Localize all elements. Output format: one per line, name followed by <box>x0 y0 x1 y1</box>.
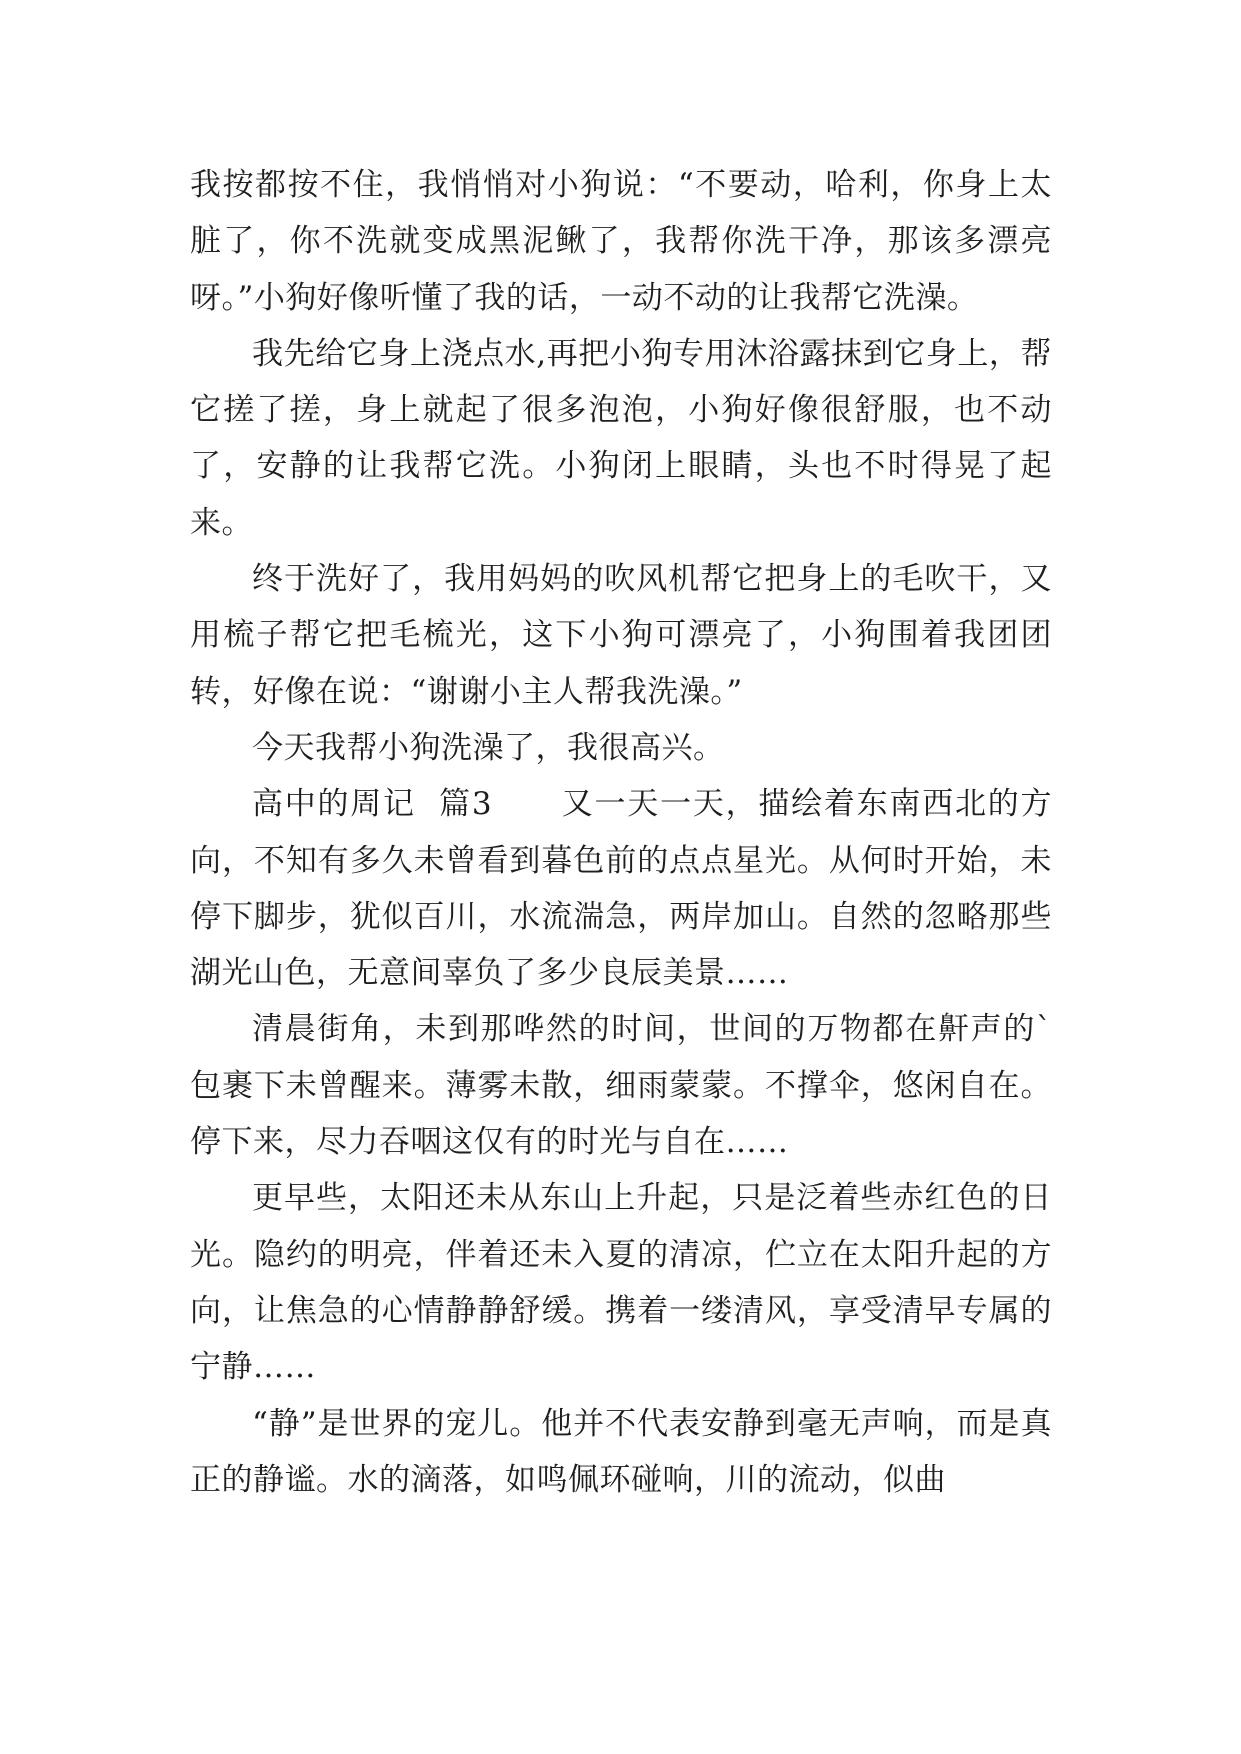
paragraph-section-heading: 高中的周记 篇3 又一天一天，描绘着东南西北的方向，不知有多久未曾看到暮色前的点点星光。从何时开始，未停下脚步，犹似百川，水流湍急，两岸加山。自然的忽略那些湖光山色，无意间辜负了多少良辰美景…… <box>190 786 1052 992</box>
paragraph: “静”是世界的宠儿。他并不代表安静到毫无声响，而是真正的静谧。水的滴落，如鸣佩环碰响，川的流动，似曲 <box>190 1405 1052 1498</box>
paragraph: 清晨街角，未到那哗然的时间，世间的万物都在鼾声的`包裹下未曾醒来。薄雾未散，细雨蒙蒙。不撑伞，悠闲自在。停下来，尽力吞咽这仅有的时光与自在…… <box>190 1011 1052 1161</box>
paragraph-continued: 我按都按不住，我悄悄对小狗说：“不要动，哈利，你身上太脏了，你不洗就变成黑泥鳅了，我帮你洗干净，那该多漂亮呀。”小狗好像听懂了我的话，一动不动的让我帮它洗澡。 <box>190 167 1052 316</box>
paragraph: 更早些，太阳还未从东山上升起，只是泛着些赤红色的日光。隐约的明亮，伴着还未入夏的清凉，伫立在太阳升起的方向，让焦急的心情静静舒缓。携着一缕清风，享受清早专属的宁静…… <box>190 1180 1052 1386</box>
paragraph: 终于洗好了，我用妈妈的吹风机帮它把身上的毛吹干，又用梳子帮它把毛梳光，这下小狗可漂亮了，小狗围着我团团转，好像在说：“谢谢小主人帮我洗澡。” <box>190 561 1052 710</box>
document-body <box>190 157 1052 1508</box>
paragraph: 我先给它身上浇点水,再把小狗专用沐浴露抹到它身上，帮它搓了搓，身上就起了很多泡泡，小狗好像很舒服，也不动了，安静的让我帮它洗。小狗闭上眼睛，头也不时得晃了起来。 <box>190 335 1052 541</box>
paragraph: 今天我帮小狗洗澡了，我很高兴。 <box>252 729 725 766</box>
